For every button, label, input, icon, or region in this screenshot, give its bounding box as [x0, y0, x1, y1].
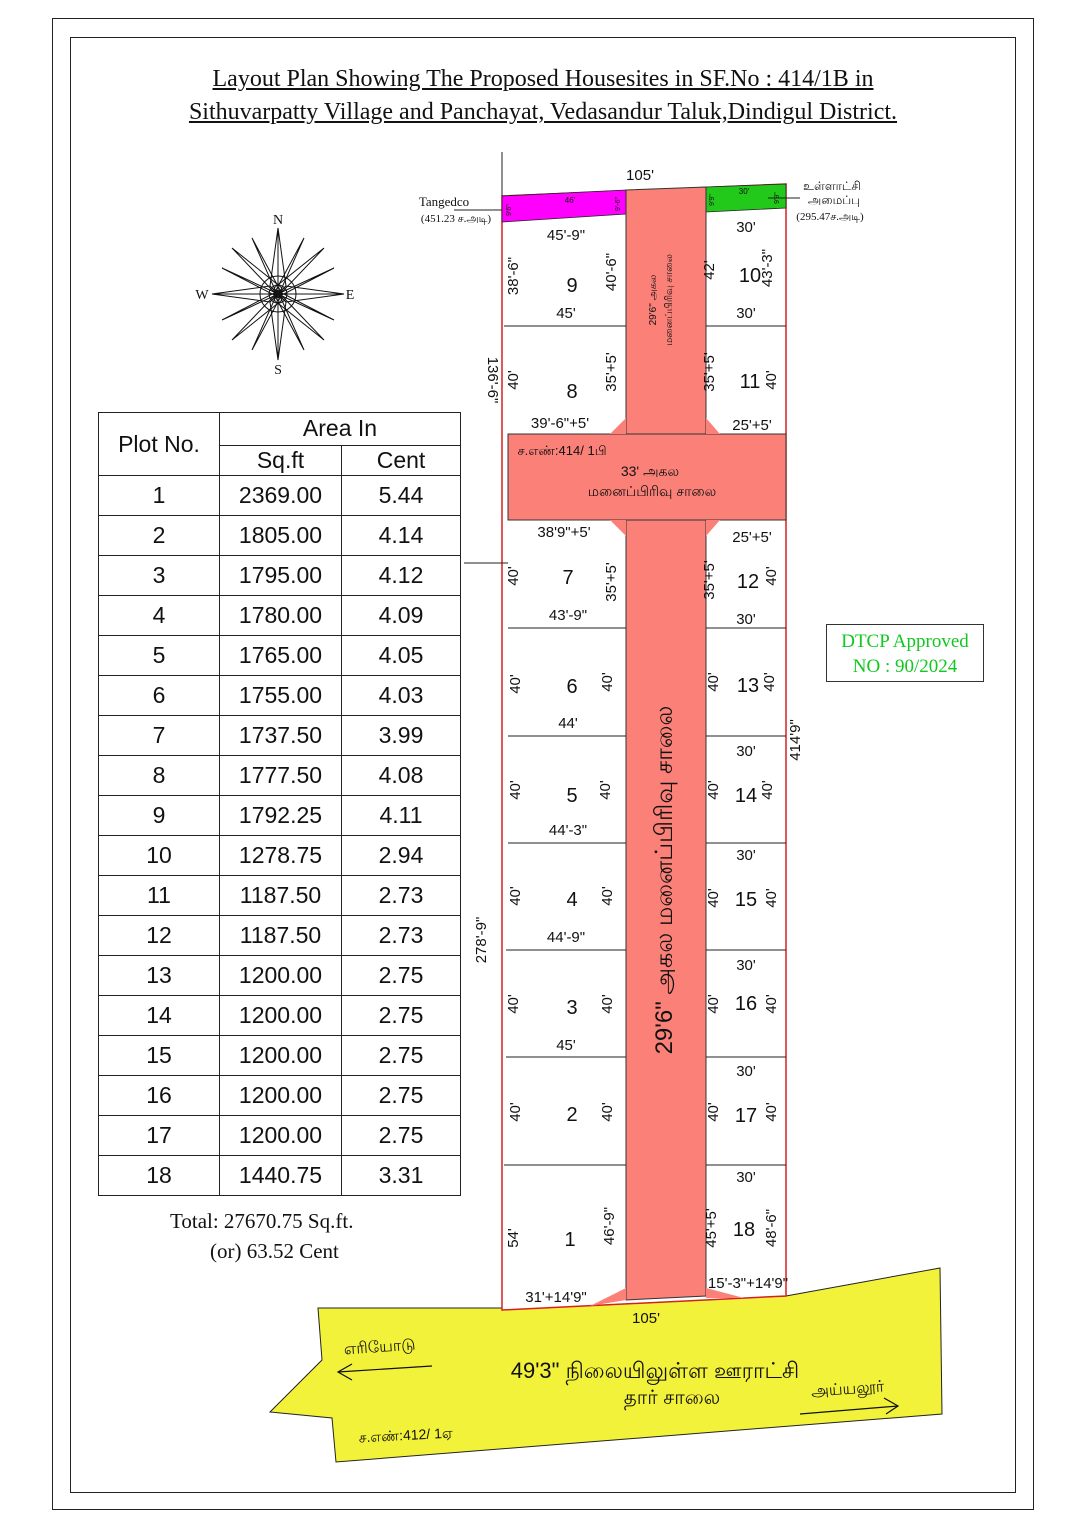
cell-sqft: 1755.00: [220, 676, 342, 716]
cell-no: 3: [99, 556, 220, 596]
total-sqft: Total: 27670.75 Sq.ft.: [170, 1209, 354, 1233]
compass-w: W: [195, 288, 209, 303]
top-width: 105': [626, 167, 654, 184]
plot-dim-left: 40': [507, 674, 524, 694]
bottom-width: 105': [632, 1310, 660, 1327]
plot-dim-left: 35'+5': [701, 560, 718, 600]
plot-dim-right: 40': [763, 888, 780, 908]
plot-dim-bottom: 44'-3": [548, 822, 588, 839]
plot-dim-bottom: 30': [736, 611, 756, 628]
table-row: [99, 556, 461, 596]
plot-number: 6: [566, 676, 578, 698]
plot-dim-right: 40': [763, 994, 780, 1014]
plot-number: 12: [736, 571, 760, 593]
cell-no: 1: [99, 476, 220, 516]
plot-dim-left: 40': [505, 370, 522, 390]
plot-dim-left: 40': [507, 1102, 524, 1122]
plot-dim-top: 25'+5': [732, 529, 772, 546]
table-row: [99, 836, 461, 876]
cell-cent: 4.11: [342, 796, 461, 836]
compass-s: S: [274, 363, 282, 378]
plot-dim-bottom: 25'+5': [732, 417, 772, 434]
dtcp-approval-box: [826, 624, 984, 682]
survey-no-414: ச.எண்:414/ 1பி: [517, 443, 607, 458]
cell-cent: 4.09: [342, 596, 461, 636]
tangedco-side-1: 9'6": [506, 204, 513, 216]
plot-dim-left: 40': [505, 566, 522, 586]
bottom-road-line-2: தார் சாலை: [623, 1387, 721, 1409]
main-road-label: 29'6" அகல மனைப்பிரிவு சாலை: [651, 705, 678, 1055]
local-dim: 30': [738, 187, 750, 196]
plot-dim-left: 40': [705, 888, 722, 908]
plot-dim-top: 38'9"+5': [537, 524, 591, 541]
tangedco-area: (451.23 ச.அடி): [420, 213, 492, 225]
tangedco-label: Tangedco: [418, 194, 470, 209]
plot-dim-top: 45'-9": [546, 227, 586, 244]
cell-no: 15: [99, 1036, 220, 1076]
table-row: [99, 636, 461, 676]
cell-no: 14: [99, 996, 220, 1036]
tangedco-side-2: 9'-6": [615, 197, 622, 211]
table-body: [99, 476, 461, 1196]
plot-dim-bottom: 45': [556, 1037, 576, 1054]
plot-dim-left: 40': [507, 780, 524, 800]
table-row: [99, 676, 461, 716]
plot-number: 1: [564, 1229, 576, 1251]
cell-sqft: 1805.00: [220, 516, 342, 556]
table-row: [99, 1116, 461, 1156]
plot-dim-bottom: 45': [556, 305, 576, 322]
local-side-1: 9'9": [709, 194, 716, 206]
cell-sqft: 1440.75: [220, 1156, 342, 1196]
plot-dim-right: 46'-9": [601, 1206, 618, 1246]
right-total-dim: 414'9": [787, 719, 804, 761]
plot-number: 17: [734, 1105, 758, 1127]
plot-number: 4: [566, 889, 578, 911]
cross-road-label-1: 33' அகல: [620, 463, 680, 479]
cell-no: 9: [99, 796, 220, 836]
plot-dim-bottom: 43'-9": [548, 607, 588, 624]
cell-cent: 2.75: [342, 956, 461, 996]
local-body-label-1: உள்ளாட்சி: [803, 179, 861, 193]
plot-dim-left: 40': [705, 1102, 722, 1122]
total-cent: (or) 63.52 Cent: [210, 1239, 339, 1263]
plot-number: 10: [738, 265, 762, 287]
cell-no: 16: [99, 1076, 220, 1116]
table-row: [99, 516, 461, 556]
plot-dim-right: 40': [599, 994, 616, 1014]
table-row: [99, 1036, 461, 1076]
cell-no: 7: [99, 716, 220, 756]
cell-sqft: 1200.00: [220, 996, 342, 1036]
plot-dim-right: 43'-3": [759, 248, 776, 288]
cell-no: 2: [99, 516, 220, 556]
cell-sqft: 1777.50: [220, 756, 342, 796]
cell-cent: 2.73: [342, 876, 461, 916]
th-sqft: Sq.ft: [220, 445, 342, 475]
cell-sqft: 1780.00: [220, 596, 342, 636]
cell-sqft: 1200.00: [220, 1036, 342, 1076]
cell-no: 6: [99, 676, 220, 716]
compass-rose-icon: [212, 228, 344, 360]
plot-dim-right: 40': [599, 886, 616, 906]
cell-sqft: 1187.50: [220, 876, 342, 916]
cell-sqft: 1795.00: [220, 556, 342, 596]
cell-cent: 2.75: [342, 1076, 461, 1116]
upper-road-label-1: 29'6" அகல: [648, 274, 659, 326]
plot-number: 9: [566, 275, 578, 297]
plot-dim-right: 48'-6": [763, 1208, 780, 1248]
plot-dim-right: 40': [597, 780, 614, 800]
plot-number: 8: [566, 381, 578, 403]
cell-no: 13: [99, 956, 220, 996]
plot-dim-right: 40': [599, 672, 616, 692]
cell-no: 4: [99, 596, 220, 636]
plot-dim-right: 40': [759, 780, 776, 800]
table-row: [99, 756, 461, 796]
tangedco-dim: 46': [564, 196, 576, 205]
plot-dim-top: 30': [736, 219, 756, 236]
cell-sqft: 1737.50: [220, 716, 342, 756]
cell-cent: 4.08: [342, 756, 461, 796]
cell-cent: 2.94: [342, 836, 461, 876]
cell-sqft: 2369.00: [220, 476, 342, 516]
left-direction: எரியோடு: [343, 1336, 417, 1359]
plot-number: 16: [734, 993, 758, 1015]
cell-cent: 2.73: [342, 916, 461, 956]
plot-dim-right: 40': [599, 1102, 616, 1122]
plot-number: 3: [566, 997, 578, 1019]
bottom-road-line-1: 49'3" நிலையிலுள்ள ஊராட்சி: [510, 1358, 800, 1383]
cell-cent: 2.75: [342, 1116, 461, 1156]
cell-sqft: 1187.50: [220, 916, 342, 956]
cell-cent: 4.03: [342, 676, 461, 716]
compass-n: N: [272, 213, 284, 228]
dtcp-line-2: NO : 90/2024: [852, 656, 958, 677]
plot-dim-right: 40': [761, 672, 778, 692]
cell-cent: 4.05: [342, 636, 461, 676]
th-plot-no: Plot No.: [99, 413, 220, 476]
right-direction: அய்யலூர்: [810, 1378, 885, 1401]
cell-sqft: 1278.75: [220, 836, 342, 876]
cross-road-label-2: மனைப்பிரிவு சாலை: [587, 483, 717, 499]
table-row: [99, 916, 461, 956]
upper-road-label-2: மனைப்பிரிவு சாலை: [664, 254, 675, 346]
plot-dim-right: 35'+5': [603, 352, 620, 392]
plot-number: 15: [734, 889, 758, 911]
plot-number: 14: [734, 785, 758, 807]
cell-cent: 2.75: [342, 996, 461, 1036]
plot-dim-top: 30': [736, 743, 756, 760]
plot-number: 11: [739, 371, 761, 393]
left-upper-dim: 136'-6": [484, 356, 501, 404]
plot-dim-right: 40': [763, 370, 780, 390]
cell-sqft: 1200.00: [220, 1116, 342, 1156]
plot-number: 18: [732, 1219, 756, 1241]
cell-sqft: 1792.25: [220, 796, 342, 836]
table-row: [99, 1076, 461, 1116]
cell-sqft: 1200.00: [220, 956, 342, 996]
table-row: [99, 956, 461, 996]
cell-no: 18: [99, 1156, 220, 1196]
cell-no: 11: [99, 876, 220, 916]
cell-no: 8: [99, 756, 220, 796]
plot-dim-bottom: 31'+14'9": [525, 1289, 587, 1306]
plot-dim-left: 40': [705, 672, 722, 692]
plot-dim-bottom: 44'-9": [546, 929, 586, 946]
cell-cent: 4.14: [342, 516, 461, 556]
table-row: [99, 796, 461, 836]
compass-e: E: [345, 288, 355, 303]
plot-dim-bottom: 44': [558, 715, 578, 732]
dtcp-line-1: DTCP Approved: [841, 631, 969, 652]
plot-number: 7: [562, 567, 574, 589]
th-cent: Cent: [342, 445, 461, 475]
plot-dim-top: 30': [736, 847, 756, 864]
plot-dim-right: 40': [763, 1102, 780, 1122]
cell-cent: 3.99: [342, 716, 461, 756]
plot-number: 5: [566, 785, 578, 807]
plot-number: 2: [566, 1104, 578, 1126]
cell-cent: 3.31: [342, 1156, 461, 1196]
plot-dim-bottom: 15'-3"+14'9": [707, 1275, 789, 1292]
cell-cent: 2.75: [342, 1036, 461, 1076]
plot-dim-right: 40': [763, 566, 780, 586]
plot-dim-left: 38'-6": [505, 256, 522, 296]
cell-sqft: 1765.00: [220, 636, 342, 676]
table-row: [99, 476, 461, 516]
plot-number: 13: [736, 675, 760, 697]
plot-dim-left: 40': [705, 994, 722, 1014]
table-row: [99, 1156, 461, 1196]
plot-dim-right: 40'-6": [603, 252, 620, 292]
cell-no: 5: [99, 636, 220, 676]
plot-dim-top: 30': [736, 1063, 756, 1080]
th-area-in: Area In: [220, 413, 461, 446]
plot-dim-left: 40': [705, 780, 722, 800]
plot-dim-left: 42': [701, 260, 718, 280]
table-row: [99, 996, 461, 1036]
plot-dim-left: 45'+5': [703, 1208, 720, 1248]
local-body-label-2: அமைப்பு: [807, 193, 861, 207]
plot-dim-right: 35'+5': [603, 562, 620, 602]
cell-cent: 5.44: [342, 476, 461, 516]
plot-dim-bottom: 30': [736, 305, 756, 322]
plot-area-table: [98, 412, 461, 1196]
local-side-2: 9'9": [774, 192, 781, 204]
plot-dim-left: 35'+5': [701, 352, 718, 392]
plot-dim-left: 54': [505, 1228, 522, 1248]
plot-dim-top: 30': [736, 957, 756, 974]
plot-dim-top: 30': [736, 1169, 756, 1186]
plot-dim-left: 40': [505, 994, 522, 1014]
table-row: [99, 716, 461, 756]
title-line-1: Layout Plan Showing The Proposed Housesites in SF.No : 414/1B in: [212, 66, 874, 92]
local-body-area: (295.47ச.அடி): [796, 211, 864, 223]
cell-no: 12: [99, 916, 220, 956]
cell-no: 10: [99, 836, 220, 876]
table-row: [99, 596, 461, 636]
cell-sqft: 1200.00: [220, 1076, 342, 1116]
title-line-2: Sithuvarpatty Village and Panchayat, Vedasandur Taluk,Dindigul District.: [188, 99, 898, 125]
cell-cent: 4.12: [342, 556, 461, 596]
table-row: [99, 876, 461, 916]
plot-dim-bottom: 39'-6"+5': [530, 415, 590, 432]
left-lower-dim: 278'-9": [473, 916, 490, 964]
cell-no: 17: [99, 1116, 220, 1156]
plot-dim-left: 40': [507, 886, 524, 906]
total-area: [170, 1206, 353, 1266]
survey-no-412: ச.எண்:412/ 1ஏ: [358, 1424, 454, 1446]
